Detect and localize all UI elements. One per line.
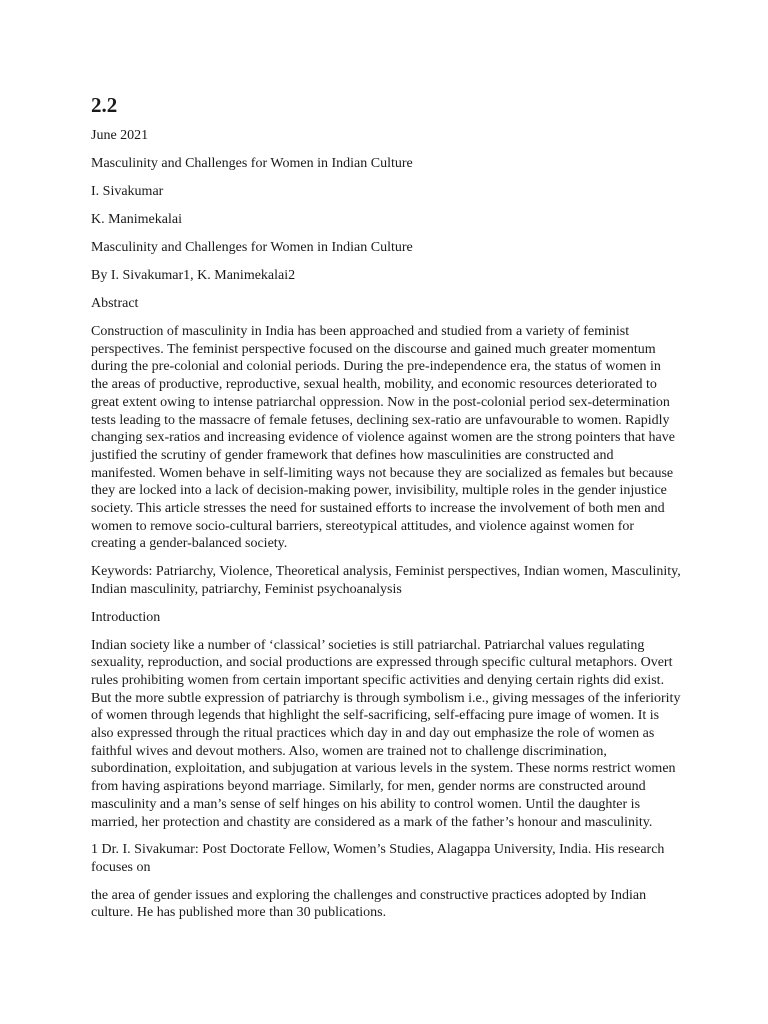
abstract-heading: Abstract: [91, 296, 139, 311]
section-number: 2.2: [91, 93, 118, 117]
abstract-paragraph: Construction of masculinity in India has been approached and studied from a variety of feminist perspectives. The feminist perspective focused on the discourse and gained much greater momentum during the pre-colonial and colonial periods. During the pre-independence era, the status of women in the areas of productive, reproductive, sexual health, mobility, and economic resources deteriorated to great extent owing to intense patriarchal oppression. Now in the post-colonial period sex-determination tests leading to the massacre of female fetuses, declining sex-ratio are unfavourable to women. Rapidly changing sex-ratios and increasing evidence of violence against women are the strong pointers that have justified the scrutiny of gender framework that defines how masculinities are constructed and manifested. Women behave in self-limiting ways not because they are socialized as females but because they are locked into a lack of decision-making power, invisibility, multiple roles in the gender injustice society. This article stresses the need for sustained efforts to increase the involvement of both men and women to remove socio-cultural barriers, stereotypical attitudes, and violence against women for creating a gender-balanced society.: [91, 324, 675, 552]
article-title: Masculinity and Challenges for Women in Indian Culture: [91, 156, 413, 171]
author-name: I. Sivakumar: [91, 184, 164, 199]
introduction-heading: Introduction: [91, 609, 161, 625]
footnote-continuation: the area of gender issues and exploring the challenges and constructive practices adopted by Indian culture. He has published more than 30 publications.: [91, 887, 647, 921]
author-name: K. Manimekalai: [91, 212, 182, 227]
keywords-paragraph: Keywords: Patriarchy, Violence, Theoretical analysis, Feminist perspectives, Indian women, Masculinity, Indian masculinity, patriarchy, Feminist psychoanalysis: [91, 564, 681, 597]
byline: By I. Sivakumar1, K. Manimekalai2: [91, 268, 296, 283]
publication-date: June 2021: [91, 128, 149, 143]
document-page: [91, 93, 681, 932]
introduction-paragraph: Indian society like a number of ‘classical’ societies is still patriarchal. Patriarchal values regulating sexuality, reproduction, and social productions are expressed through specific cultural metaphors. Overt rules prohibiting women from certain important specific activities and denying certain rights did exist. But the more subtle expression of patriarchy is through symbolism i.e., giving messages of the inferiority of women through legends that highlight the self-sacrificing, self-effacing pure image of women. It is also expressed through the ritual practices which day in and day out emphasize the role of women as faithful wives and devout mothers. Also, women are trained not to challenge discrimination, subordination, exploitation, and subjugation at various levels in the system. These norms restrict women from having aspirations beyond marriage. Similarly, for men, gender norms are constructed around masculinity and a man’s sense of self hinges on his ability to control women. Until the daughter is married, her protection and chastity are considered as a mark of the father’s honour and masculinity.: [91, 637, 681, 830]
article-title-repeat: Masculinity and Challenges for Women in Indian Culture: [91, 240, 413, 255]
footnote: 1 Dr. I. Sivakumar: Post Doctorate Fellow, Women’s Studies, Alagappa University, India. His research focuses on: [91, 842, 665, 875]
